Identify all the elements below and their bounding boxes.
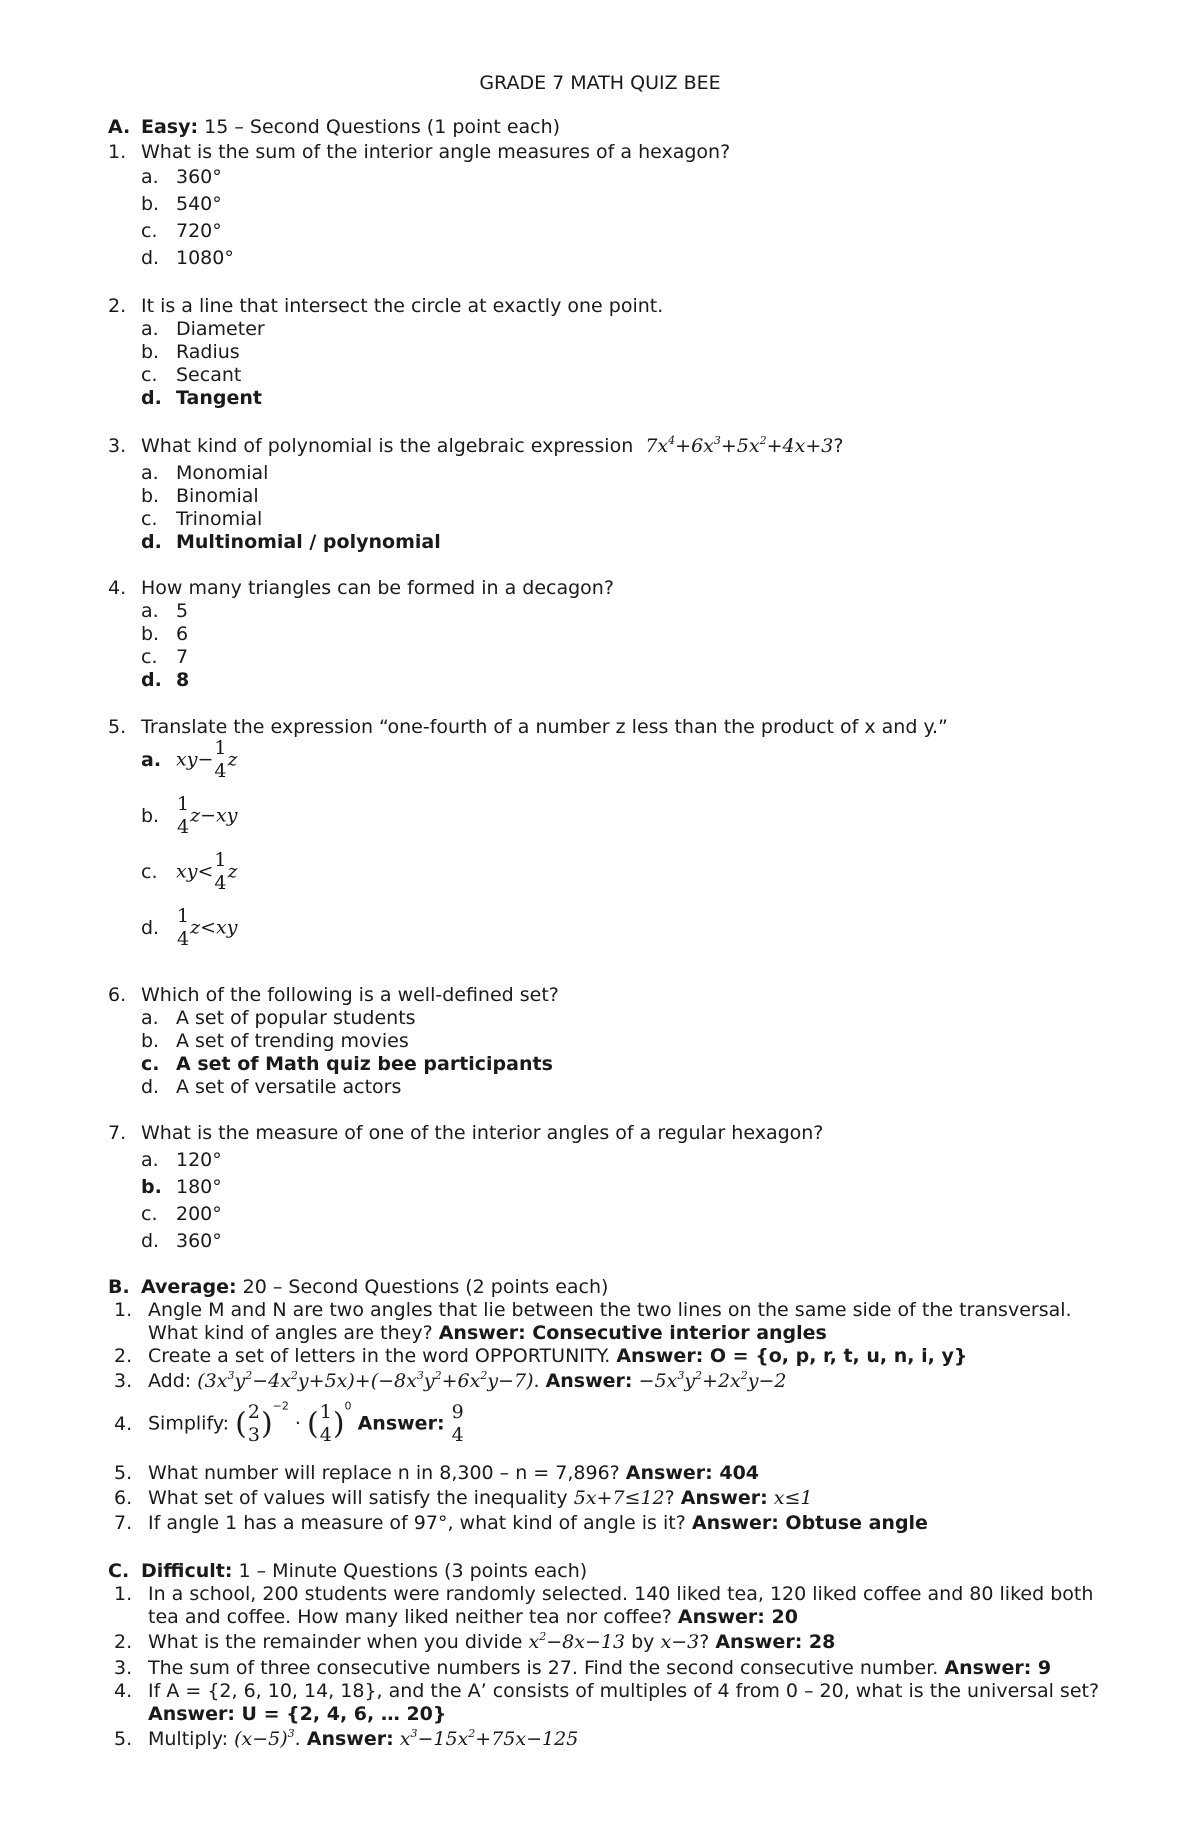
option-a2-d: d. Tangent <box>141 387 262 409</box>
question-b1: 1. Angle M and N are two angles that lie between the two lines on the same side of the transversal. <box>114 1299 1072 1321</box>
question-a3: 3. What kind of polynomial is the algebraic expression $7x^4+6x^3+5x^2+4x+3$? <box>108 434 844 457</box>
option-a6-c: c. A set of Math quiz bee participants <box>141 1053 553 1075</box>
page-title: GRADE 7 MATH QUIZ BEE <box>479 72 721 94</box>
option-a5-d: d. 1 4 z<xy <box>141 905 238 950</box>
section-a-heading: A. Easy: 15 – Second Questions (1 point each) <box>108 116 561 138</box>
question-b4: 4. Simplify: ( 2 3 )$^{-2}$ ⋅ ( 1 4 )$^0$ Answer: 9 4 <box>114 1399 464 1446</box>
section-c-heading: C. Difficult: 1 – Minute Questions (3 points each) <box>108 1560 588 1582</box>
option-a4-a: a. 5 <box>141 600 189 622</box>
option-a4-d: d. 8 <box>141 669 190 691</box>
question-b5: 5. What number will replace n in 8,300 – n = 7,896? Answer: 404 <box>114 1462 760 1484</box>
option-a2-c: c. Secant <box>141 364 242 386</box>
option-a3-d: d. Multinomial / polynomial <box>141 531 441 553</box>
question-c5: 5. Multiply: $(x-5)^3$. Answer: $x^3-15x^2+75x-125$ <box>114 1727 579 1750</box>
option-a5-a: a. xy− 1 4 z <box>141 737 238 782</box>
option-a1-a: a. 360° <box>141 166 222 188</box>
question-a7: 7. What is the measure of one of the interior angles of a regular hexagon? <box>108 1122 824 1144</box>
section-b-heading: B. Average: 20 – Second Questions (2 points each) <box>108 1276 609 1298</box>
option-a5-b: b. 1 4 z−xy <box>141 793 238 838</box>
question-b2: 2. Create a set of letters in the word OPPORTUNITY. Answer: O = {o, p, r, t, u, n, i, y} <box>114 1345 968 1367</box>
question-b7: 7. If angle 1 has a measure of 97°, what kind of angle is it? Answer: Obtuse angle <box>114 1512 928 1534</box>
option-a2-b: b. Radius <box>141 341 240 363</box>
question-a1: 1. What is the sum of the interior angle measures of a hexagon? <box>108 141 731 163</box>
question-c1: 1. In a school, 200 students were randomly selected. 140 liked tea, 120 liked coffee and 80 liked both <box>114 1583 1094 1605</box>
question-c2: 2. What is the remainder when you divide $x^2-8x-13$ by x−3? Answer: 28 <box>114 1630 836 1653</box>
option-a6-d: d. A set of versatile actors <box>141 1076 402 1098</box>
option-a6-b: b. A set of trending movies <box>141 1030 409 1052</box>
option-a3-a: a. Monomial <box>141 462 269 484</box>
option-a3-c: c. Trinomial <box>141 508 263 530</box>
option-a1-b: b. 540° <box>141 193 222 215</box>
question-a2: 2. It is a line that intersect the circle at exactly one point. <box>108 295 664 317</box>
question-b1-cont: What kind of angles are they? Answer: Consecutive interior angles <box>148 1322 827 1344</box>
question-c1-cont: tea and coffee. How many liked neither tea nor coffee? Answer: 20 <box>148 1606 798 1628</box>
question-b6: 6. What set of values will satisfy the inequality 5x+7≤12? Answer: x≤1 <box>114 1487 813 1509</box>
option-a2-a: a. Diameter <box>141 318 265 340</box>
option-a6-a: a. A set of popular students <box>141 1007 416 1029</box>
option-a1-d: d. 1080° <box>141 247 234 269</box>
question-b3: 3. Add: $(3x^3y^2-4x^2y+5x)+(-8x^3y^2+6x^2y-7)$. Answer: $-5x^3y^2+2x^2y-2$ <box>114 1369 787 1392</box>
option-a5-c: c. xy< 1 4 z <box>141 849 238 894</box>
option-a3-b: b. Binomial <box>141 485 259 507</box>
option-a7-d: d. 360° <box>141 1230 222 1252</box>
option-a7-a: a. 120° <box>141 1149 222 1171</box>
question-c4-answer: Answer: U = {2, 4, 6, … 20} <box>148 1703 447 1725</box>
question-c3: 3. The sum of three consecutive numbers is 27. Find the second consecutive number. Answer: 9 <box>114 1657 1052 1679</box>
question-a6: 6. Which of the following is a well-defined set? <box>108 984 559 1006</box>
question-c4: 4. If A = {2, 6, 10, 14, 18}, and the A’ consists of multiples of 4 from 0 – 20, what is the universal set? <box>114 1680 1100 1702</box>
option-a1-c: c. 720° <box>141 220 222 242</box>
question-a4: 4. How many triangles can be formed in a decagon? <box>108 577 614 599</box>
question-a5: 5. Translate the expression “one-fourth of a number z less than the product of x and y.” <box>108 716 948 738</box>
option-a4-b: b. 6 <box>141 623 189 645</box>
option-a7-c: c. 200° <box>141 1203 222 1225</box>
option-a4-c: c. 7 <box>141 646 189 668</box>
option-a7-b: b. 180° <box>141 1176 222 1198</box>
polynomial-expression: $7x^4+6x^3+5x^2+4x+3$ <box>645 434 834 457</box>
